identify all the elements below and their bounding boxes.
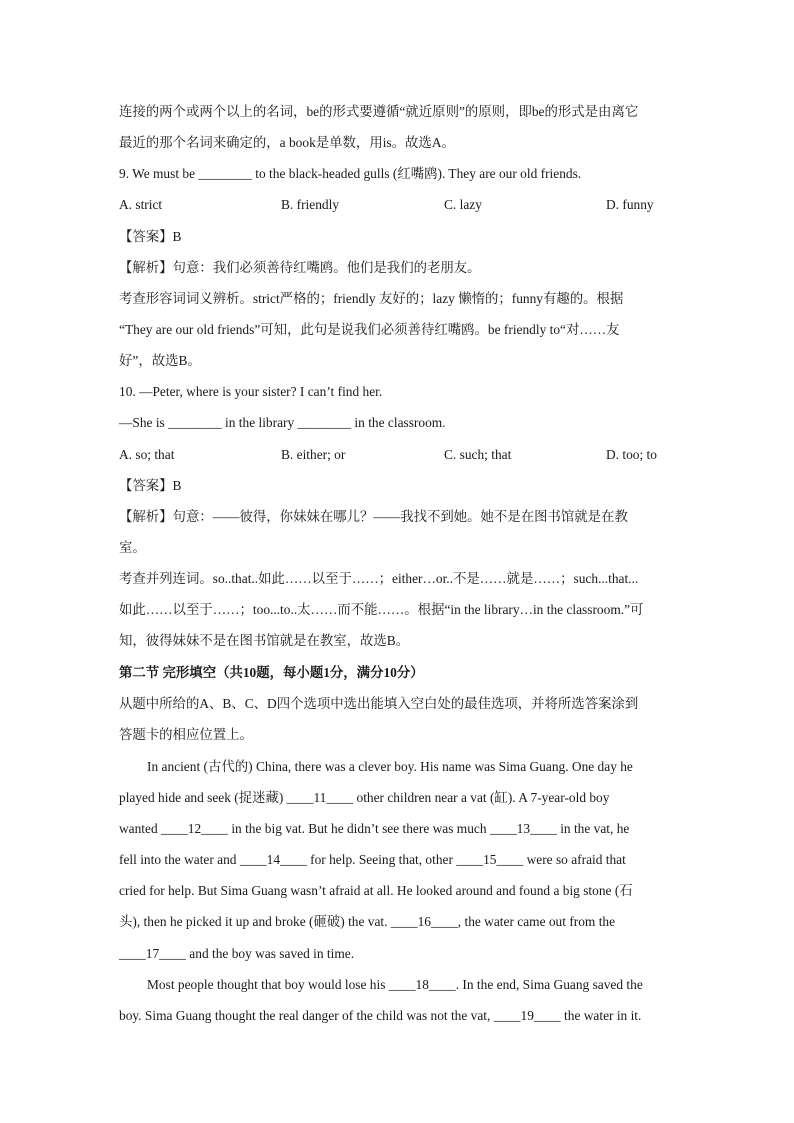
text-line: 如此……以至于……；too...to..太……而不能……。根据“in the library…in the classroom.”可 [119, 602, 644, 617]
text-line: 考查形容词词义辨析。strict严格的；friendly 友好的；lazy 懒惰的；funny有趣的。根据 [119, 291, 624, 306]
option-c: C. lazy [444, 197, 482, 212]
passage-line: boy. Sima Guang thought the real danger of the child was not the vat, ____19____ the water in it. [119, 1008, 642, 1023]
passage-line: wanted ____12____ in the big vat. But he didn’t see there was much ____13____ in the vat, he [119, 821, 630, 836]
analysis-line: 【解析】句意：——彼得，你妹妹在哪儿？——我找不到她。她不是在图书馆就是在教 [119, 509, 628, 524]
option-b: B. either; or [281, 447, 346, 462]
option-a: A. so; that [119, 447, 175, 462]
question-9: 9. We must be ________ to the black-headed gulls (红嘴鸥). They are our old friends. [119, 166, 582, 181]
text-line: —She is ________ in the library ________ in the classroom. [119, 415, 446, 430]
text-line: “They are our old friends”可知，此句是说我们必须善待红嘴鸥。be friendly to“对……友 [119, 322, 620, 337]
option-a: A. strict [119, 197, 163, 212]
option-b: B. friendly [281, 197, 340, 212]
analysis-line: 【解析】句意：我们必须善待红嘴鸥。他们是我们的老朋友。 [119, 260, 481, 275]
text-line: 最近的那个名词来确定的，a book是单数，用is。故选A。 [119, 135, 455, 150]
answer-label: 【答案】B [119, 229, 182, 244]
passage-line: played hide and seek (捉迷藏) ____11____ other children near a vat (缸). A 7-year-old boy [119, 790, 610, 805]
passage-line: ____17____ and the boy was saved in time. [119, 946, 355, 961]
answer-label: 【答案】B [119, 478, 182, 493]
section-heading: 第二节 完形填空（共10题，每小题1分，满分10分） [119, 665, 424, 680]
question-10: 10. —Peter, where is your sister? I can’t find her. [119, 384, 383, 399]
text-line: 好”，故选B。 [119, 353, 201, 368]
option-d: D. too; to [606, 447, 657, 462]
passage-line: 头), then he picked it up and broke (砸破) the vat. ____16____, the water came out from the [119, 914, 616, 929]
passage-line: fell into the water and ____14____ for help. Seeing that, other ____15____ were so afraid that [119, 852, 626, 867]
instruction-line: 答题卡的相应位置上。 [119, 727, 253, 742]
option-d: D. funny [606, 197, 654, 212]
text-line: 考查并列连词。so..that..如此……以至于……；either…or..不是……就是……；such...that... [119, 571, 639, 586]
text-line: 室。 [119, 540, 146, 555]
instruction-line: 从题中所给的A、B、C、D四个选项中选出能填入空白处的最佳选项，并将所选答案涂到 [119, 696, 639, 711]
passage-line: In ancient (古代的) China, there was a clever boy. His name was Sima Guang. One day he [147, 759, 633, 774]
passage-line: cried for help. But Sima Guang wasn’t afraid at all. He looked around and found a big stone (石 [119, 883, 633, 898]
text-line: 知，彼得妹妹不是在图书馆就是在教室，故选B。 [119, 633, 410, 648]
passage-line: Most people thought that boy would lose his ____18____. In the end, Sima Guang saved the [147, 977, 643, 992]
text-line: 连接的两个或两个以上的名词，be的形式要遵循“就近原则”的原则，即be的形式是由离它 [119, 104, 639, 119]
option-c: C. such; that [444, 447, 512, 462]
